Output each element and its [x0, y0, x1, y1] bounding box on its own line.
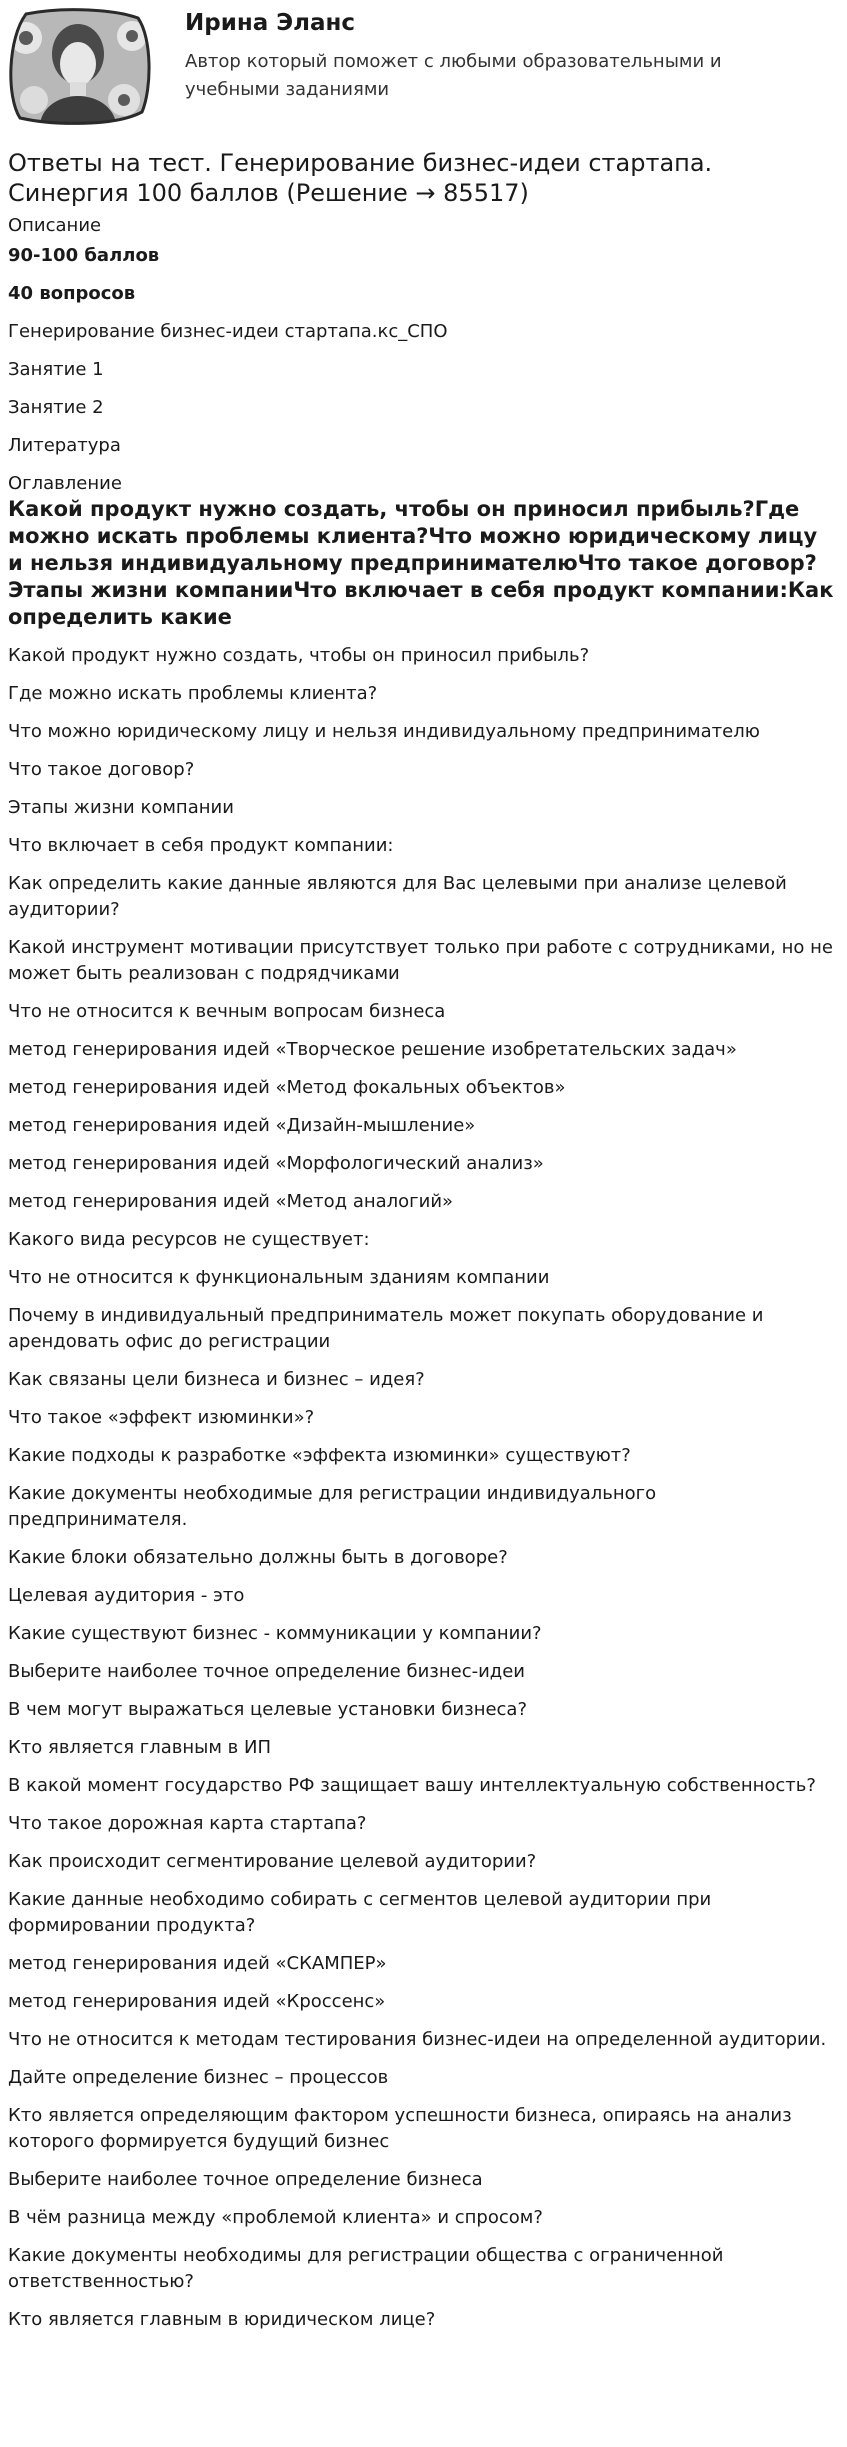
list-item: Что не относится к вечным вопросам бизнеса: [8, 1001, 446, 1022]
list-item: Выберите наиболее точное определение бизнеса: [8, 2169, 483, 2190]
list-item: Кто является главным в ИП: [8, 1737, 271, 1758]
toc-label: Оглавление: [8, 473, 122, 494]
list-item: Какие документы необходимые для регистрации индивидуального предпринимателя.: [8, 1483, 657, 1530]
list-item: В чём разница между «проблемой клиента» и спросом?: [8, 2207, 543, 2228]
list-item: Кто является определяющим фактором успешности бизнеса, опираясь на анализ которого формируется будущий бизнес: [8, 2105, 792, 2152]
list-item: Дайте определение бизнес – процессов: [8, 2067, 389, 2088]
author-name[interactable]: Ирина Эланс: [185, 10, 356, 36]
list-item: метод генерирования идей «Творческое решение изобретательских задач»: [8, 1039, 737, 1060]
list-item: Что не относится к функциональным зданиям компании: [8, 1267, 550, 1288]
list-item: метод генерирования идей «Метод аналогий»: [8, 1191, 454, 1212]
list-item: Какие блоки обязательно должны быть в договоре?: [8, 1547, 508, 1568]
list-item: Как связаны цели бизнеса и бизнес – идея?: [8, 1369, 425, 1390]
list-item: Какого вида ресурсов не существует:: [8, 1229, 370, 1250]
questions-list: [8, 643, 838, 2333]
course-file-name: Генерирование бизнес-идеи стартапа.кс_СПО: [8, 321, 448, 342]
document-content: [8, 214, 838, 2345]
list-item: В чем могут выражаться целевые установки бизнеса?: [8, 1699, 528, 1720]
avatar-image: [6, 8, 152, 126]
list-item: Как определить какие данные являются для Вас целевыми при анализе целевой аудитории?: [8, 873, 787, 920]
list-item: метод генерирования идей «Метод фокальных объектов»: [8, 1077, 566, 1098]
list-item: Как происходит сегментирование целевой аудитории?: [8, 1851, 537, 1872]
questions-count: 40 вопросов: [8, 283, 136, 304]
description-label: Описание: [8, 215, 102, 236]
list-item: Что не относится к методам тестирования бизнес-идеи на определенной аудитории.: [8, 2029, 827, 2050]
toc-heading: Какой продукт нужно создать, чтобы он приносил прибыль?Где можно искать проблемы клиента?Что можно юридическому лицу и нельзя индивидуальному предпринимателюЧто такое договор?Этапы жизни компанииЧто включает в себя продукт компании:Как определить какие: [8, 497, 834, 629]
list-item: Какие документы необходимы для регистрации общества с ограниченной ответственностью?: [8, 2245, 724, 2292]
list-item: Выберите наиболее точное определение бизнес-идеи: [8, 1661, 525, 1682]
list-item: Что включает в себя продукт компании:: [8, 835, 394, 856]
list-item: метод генерирования идей «Дизайн-мышление»: [8, 1115, 476, 1136]
list-item: Где можно искать проблемы клиента?: [8, 683, 378, 704]
list-item: Что можно юридическому лицу и нельзя индивидуальному предпринимателю: [8, 721, 760, 742]
list-item: метод генерирования идей «СКАМПЕР»: [8, 1953, 387, 1974]
score-text: 90-100 баллов: [8, 245, 160, 266]
list-item: Какой продукт нужно создать, чтобы он приносил прибыль?: [8, 645, 590, 666]
list-item: Что такое дорожная карта стартапа?: [8, 1813, 367, 1834]
list-item: Какие данные необходимо собирать с сегментов целевой аудитории при формировании продукта?: [8, 1889, 712, 1936]
list-item: Какой инструмент мотивации присутствует только при работе с сотрудниками, но не может быть реализован с подрядчиками: [8, 937, 833, 984]
list-item: Какие существуют бизнес - коммуникации у компании?: [8, 1623, 542, 1644]
list-item: Что такое «эффект изюминки»?: [8, 1407, 315, 1428]
list-item: метод генерирования идей «Морфологический анализ»: [8, 1153, 544, 1174]
lesson-2: Занятие 2: [8, 397, 104, 418]
author-card: [0, 0, 847, 140]
list-item: метод генерирования идей «Кроссенс»: [8, 1991, 386, 2012]
literature: Литература: [8, 435, 121, 456]
lesson-1: Занятие 1: [8, 359, 104, 380]
page-title: Ответы на тест. Генерирование бизнес-идеи стартапа. Синергия 100 баллов (Решение → 85517): [8, 149, 713, 207]
list-item: Целевая аудитория - это: [8, 1585, 245, 1606]
list-item: В какой момент государство РФ защищает вашу интеллектуальную собственность?: [8, 1775, 816, 1796]
list-item: Этапы жизни компании: [8, 797, 234, 818]
list-item: Почему в индивидуальный предприниматель может покупать оборудование и арендовать офис до регистрации: [8, 1305, 764, 1352]
list-item: Что такое договор?: [8, 759, 195, 780]
author-description: Автор который поможет с любыми образовательными и учебными заданиями: [185, 51, 722, 100]
author-avatar[interactable]: [6, 8, 152, 126]
list-item: Кто является главным в юридическом лице?: [8, 2309, 436, 2330]
list-item: Какие подходы к разработке «эффекта изюминки» существуют?: [8, 1445, 631, 1466]
